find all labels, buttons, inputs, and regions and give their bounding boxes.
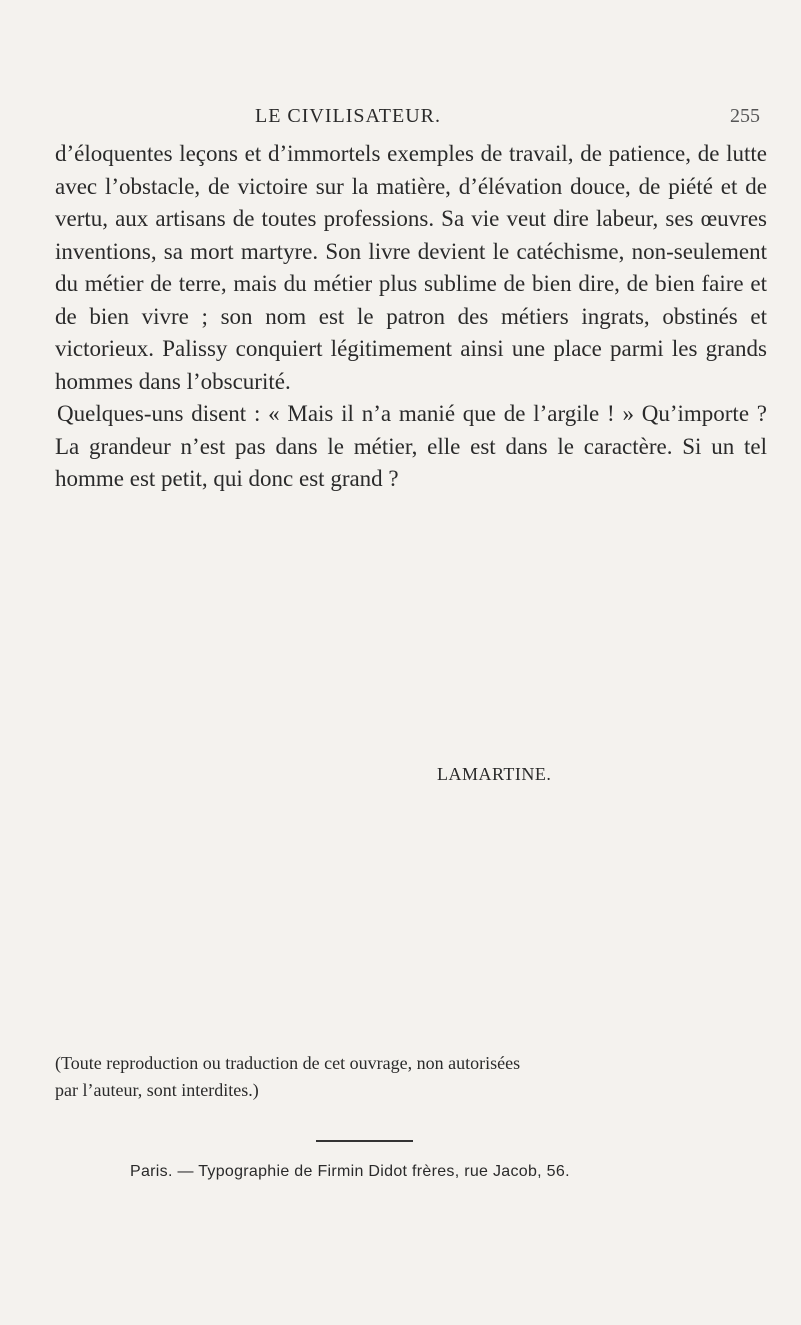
copyright-notice-line-2: par l’auteur, sont interdites.) <box>55 1080 259 1100</box>
running-head-title: LE CIVILISATEUR. <box>255 105 441 127</box>
paragraph-1: d’éloquentes leçons et d’immortels exemples de travail, de patience, de lutte avec l’obstacle, de victoire sur la matière, d’élévation douce, de piété et de vertu, aux artisans de toutes professions. Sa vie veut dire labeur, ses œuvres inventions, sa mort martyre. Son livre devient le catéchisme, non-seulement du métier de terre, mais du métier plus sublime de bien dire, de bien faire et de bien vivre ; son nom est le patron des métiers ingrats, obstinés et victorieux. Palissy conquiert légitimement ainsi une place parmi les grands hommes dans l’obscurité. <box>55 141 767 394</box>
running-head <box>255 105 760 135</box>
copyright-notice-line-1: (Toute reproduction ou traduction de cet ouvrage, non autorisées <box>55 1053 521 1073</box>
copyright-notice <box>55 1050 767 1104</box>
printer-imprint: Paris. — Typographie de Firmin Didot frères, rue Jacob, 56. <box>130 1163 570 1180</box>
paragraph-2: Quelques-uns disent : « Mais il n’a manié que de l’argile ! » Qu’importe ? La grandeur n’est pas dans le métier, elle est dans le caractère. Si un tel homme est petit, qui donc est grand ? <box>55 401 767 491</box>
body-text <box>55 138 767 496</box>
author-signature: LAMARTINE. <box>437 764 552 784</box>
page-number: 255 <box>730 105 760 127</box>
divider-rule <box>316 1140 413 1142</box>
